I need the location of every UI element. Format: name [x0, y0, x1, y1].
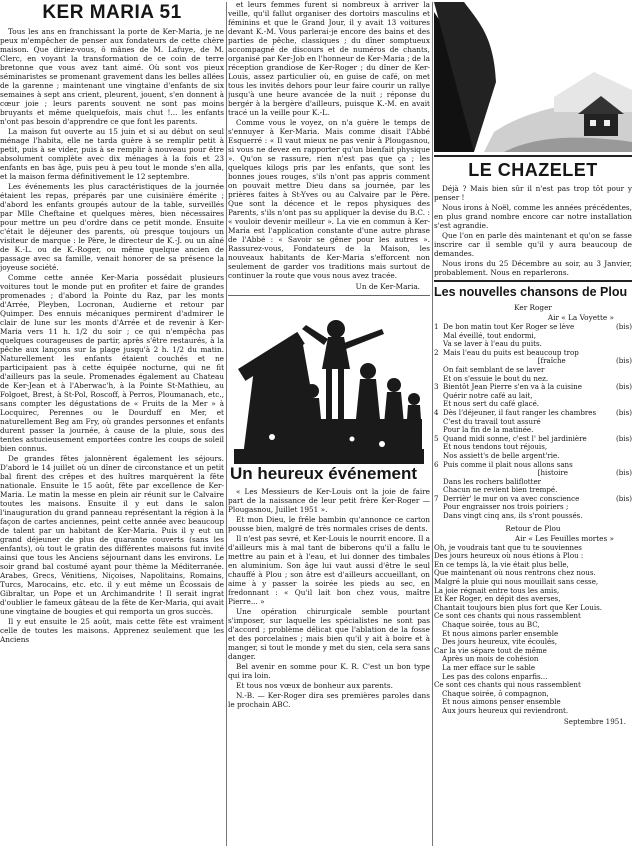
song-line: Aux jours heureux qui reviendront.: [442, 706, 569, 715]
song-air: Air « Les Feuilles mortes »: [514, 533, 614, 543]
song-line: Car la vie sépare tout de même: [434, 646, 547, 655]
paragraph: Nous irons à Noël, comme les années précédentes, en plus grand nombre encore car notre installation s'est agrandie.: [434, 203, 632, 230]
section-title-chansons: Les nouvelles chansons de Plou: [434, 285, 628, 299]
song-retour-de-plou: [434, 544, 632, 716]
song-line-bis: [598, 503, 632, 512]
song-line-bis: [598, 478, 632, 487]
song-voyette: [434, 323, 632, 521]
column-right: [434, 0, 632, 848]
article-body-ker-maria: [0, 27, 224, 644]
song-line: Des jours heureux où nous étions à Plou :: [434, 552, 584, 561]
song-line: Malgré la pluie qui nous mouillait sans cesse,: [434, 578, 599, 587]
paragraph: La maison fut ouverte au 15 juin et si au début on seul ménage l'habita, elle ne tarda guère à se remplir petit à petit, puis à se vider, puis à se remplir à nouveau pour être absolument complète avec dix ménages à la fois et 23 enfants en bas âge, puis peu à peu tout le monde s'en alla, et la maison ferma définitivement le 12 septembre.: [0, 127, 224, 181]
song-line-bis: [598, 452, 632, 461]
paragraph: « Les Messieurs de Ker-Louis ont la joie de faire part de la naissance de leur petit frère Ker-Roger — Plougasnou, Juillet 1951 ».: [228, 487, 430, 514]
article-title-chazelet: LE CHAZELET: [468, 160, 598, 180]
song-line-text: Dans vingt cinq ans, ils s'ront poussés.: [434, 511, 583, 521]
song-line-text: Et nous tendons tout réjouis,: [434, 442, 548, 452]
song-line-text: [histoire: [434, 468, 568, 478]
song-line-bis: (bis): [616, 433, 632, 443]
song-line-text: Pour engraisser nos trois poiriers ;: [434, 502, 569, 512]
song-line-bis: [598, 512, 632, 521]
song-line: Chaque soirée, ô compagnon,: [442, 689, 549, 698]
song-line-text: Va se laver à l'eau du puits.: [434, 339, 542, 349]
song-line-text: Dans les rochers baliflotter: [434, 476, 542, 486]
song-line: Et nous aimons parler ensemble: [442, 629, 559, 638]
song-line-text: 6 Puis comme il plait nous allons sans: [434, 459, 573, 469]
song-subtitle: Retour de Plou: [505, 523, 561, 533]
song-line: Que maintenant où nous rentrons chez nous.: [434, 569, 596, 578]
song-line-text: 4 Dès l'déjeuner, il faut ranger les chambres: [434, 407, 597, 417]
photo-mountain-chalet: [434, 2, 632, 152]
song-line-bis: [598, 332, 632, 341]
song-line-bis: (bis): [616, 468, 632, 478]
song-line-text: C'est du travail tout assuré: [434, 416, 541, 426]
column-divider: [432, 2, 433, 846]
column-left: [0, 0, 224, 848]
song-line-text: 2 Mais l'eau du puits est beaucoup trop: [434, 347, 579, 357]
song-line-bis: (bis): [616, 322, 632, 331]
paragraph: Et mon Dieu, le frêle bambin qu'annonce ce carton pousse bien, malgré de très normales crises de dents.: [228, 515, 430, 533]
song-line-bis: [598, 366, 632, 375]
song-line: La joie régnait entre tous les amis,: [434, 586, 560, 595]
song-line-bis: [598, 392, 632, 401]
song-line: Les pas des colons enparfis...: [442, 672, 548, 681]
paragraph: Comme cette année Ker-Maria possédait plusieurs voitures tout le monde put en profiter et faire de grandes promenades ; d'abord la Pointe du Raz, par les monts d'Arrée, Pleyben, Locronan, Audierne et retour par Quimper. Des ennuis mécaniques permirent d'admirer le clair de lune sur les monts d'Arrée et de revenir à Ker-Maria vers 11 h. 1/2 du soir ; ce qui n'empêcha pas quelques courageuses de partir, après s'être restaurés, à la pêche aux lançons sur la plage jusqu'à 2 h. 1/2 du matin. Naturellement les enfants étaient couchés et ne participaient pas à cette équipée nocturne, qui ne fit d'ailleurs pas la seule. Promenades également au Chateau de Ker-Jean et à l'Aberwac'h, à la Pointe St-Mathieu, au Folgoet, Brest, à St-Pol, Roscoff, à Perros, Ploumanach, etc., sans compter les dégustations de « Fruits de la Mer » à Locquirec, Perennes ou le Dourduff en Mer, et naturellement Beg am Fry, où grandes personnes et enfants durent passer la journée, à cause de la pluie, sous des tentes astucieusement emportées contre les coups de soleil bien connus.: [0, 273, 224, 453]
song-author: Ker Roger: [514, 303, 552, 312]
column-divider: [226, 2, 227, 846]
paragraph: Il n'est pas sevré, et Ker-Louis le nourrit encore. Il a d'ailleurs mis à mal tant de biberons qu'il a fallu le mettre au pain et à l'eau, et lui donner des timbales en aluminium. Son âge lui vaut aussi d'être le seul chauffé à Plou ; son âtre est d'ailleurs accueillant, on aime à y passer la soirée les pieds au sec, en fredonnant : « Qu'il lait bon chez vous, maître Pierre... »: [228, 534, 430, 606]
paragraph: Comme vous le voyez, on n'a guère le temps de s'ennuyer à Ker-Maria. Mais comme disait l'Abbé Esquerré : « Il vaut mieux ne pas venir à Plougasnou, si vous ne devez en rapporter qu'un bienfait physique ». Qu'on se rassure, rien n'est pas que ça ; les quelques kilogs pris par les enfants, que sont les bonnes joues rouges, s'ils n'ont pas appris comment on pouvait mettre Dieu dans sa journée, par les prières faites à St-Yves ou au Calvaire par le Père. Que sont la décence et le repos physiques des Parents, s'ils n'ont pas su appliquer la devise du B.C. : « vouloir devenir meilleur ». La vie en commun à Ker-Maria est l'application constante d'une autre phrase de l'Abbé : « Savoir se gêner pour les autres ». Rassurez-vous, Fondateurs de la Maison, les nouveaux habitants de Ker-Maria s'efforcent non seulement de garder vos traditions mais surtout de continuer la route que vous nous avez tracée.: [228, 118, 430, 280]
song-line-bis: [598, 443, 632, 452]
song-line: En ce temps là, la vie était plus belle,: [434, 560, 569, 569]
song-line: Chantait toujours bien plus fort que Ker Louis.: [434, 603, 602, 612]
song-line-text: 7 Derrièr' le mur on va avec conscience: [434, 493, 580, 503]
divider: [228, 295, 430, 296]
song-line: Et Ker Roger, en dépit des averses,: [434, 595, 561, 604]
song-line-bis: (bis): [616, 407, 632, 417]
song-line-text: Pour la fin de la matinée.: [434, 425, 534, 435]
paragraph: Il y eut ensuite le 25 août, mais cette fête est vraiment celle de toutes les maisons. Apprenez seulement que les Anciens: [0, 617, 224, 644]
song-line-text: Nos assiett's de belle argent'rie.: [434, 450, 560, 460]
song-line-text: Mal éveillé, tout endormi,: [434, 330, 536, 340]
song-line-bis: (bis): [616, 356, 632, 366]
song-line: La mer efface sur le sable: [442, 663, 536, 672]
paragraph: Et tous nos vœux de bonheur aux parents.: [236, 681, 393, 690]
song-line: Et nous aimons penser ensemble: [442, 698, 561, 707]
song-line-text: [fraîche: [434, 356, 566, 366]
song-line: Ce sont ces chants qui nous rassemblent: [434, 612, 581, 621]
paragraph: Une opération chirurgicale semble pourtant s'imposer, sur laquelle les spécialistes ne sont pas d'accord ; problème délicat que l'ablation de la fosse et des porcelaines ; mais bien qu'il y ait à boire et à manger, si tout le monde y met du sien, cela sera sans danger.: [228, 607, 430, 661]
song-line-text: 3 Bientôt Jean Pierre s'en va à la cuisine: [434, 382, 582, 392]
paragraph: Les événements les plus caractéristiques de la journée étaient les repas, préparés par une cuisinière émérite ; d'abord les enfants groupés autour de la table, surveillés par Mlle Cheftaine et quelques mères, bien nécessaires pour mettre un peu d'ordre dans ce petit monde. Ensuite c'était le déjeuner des parents, où presque toujours un visiteur de marque : le Père, le directeur de K.-J. ou un aîné de K.-L. ou de K.-Roger, ou même quelque ancien de passage avec sa famille, venait honorer de sa présence la joyeuse société.: [0, 182, 224, 272]
song-line-text: Et nous sert du café glacé.: [434, 399, 540, 409]
song-line-text: Chacun ne revient bien trempé.: [434, 485, 558, 495]
song-line-bis: [598, 418, 632, 427]
song-line: Ce sont ces chants qui nous rassemblent: [434, 681, 581, 690]
song-line-bis: (bis): [616, 382, 632, 392]
article-title-ker-maria: KER MARIA 51: [42, 2, 182, 23]
song-line-text: Quérir notre café au lait,: [434, 390, 533, 400]
song-line: Chaque soirée, tous au BC,: [442, 621, 540, 629]
song-line-text: Et on s'essuie le bout du nez.: [434, 373, 549, 383]
song-line-text: 5 Quand midi sonne, c'est l' bel jardinière: [434, 433, 587, 443]
song-line-bis: [598, 340, 632, 349]
paragraph: Bel avenir en somme pour K. R. C'est un bon type qui ira loin.: [228, 662, 430, 680]
paragraph: N.-B. — Ker-Roger dira ses premières paroles dans le prochain ABC.: [228, 691, 430, 709]
song-line: Oh, je voudrais tant que tu te souviennes: [434, 543, 582, 552]
song-line: Des jours heureux, vite écoulés,: [442, 638, 558, 647]
song-date: Septembre 1951.: [563, 716, 626, 726]
paragraph: Déjà ? Mais bien sûr il n'est pas trop tôt pour y penser !: [434, 184, 632, 202]
paragraph: Tous les ans en franchissant la porte de Ker-Maria, je ne peux m'empêcher de penser aux fondateurs de cette chère maison. Que diriez-vous, ô mânes de M. Lafuye, de M. Clerc, en voyant la transformation de ce coin de terre bretonne que vous avez tant aimé. Où sont vos pieux séminaristes se promenant gravement dans les belles allées de la garenne ; maintenant une vingtaine d'enfants de six semaines à sept ans crient, pleurent, jouent, s'en donnent à cœur joie ; leurs parents souvent ne sont pas moins bruyants et même quelquefois, mais chut !... les enfants n'ont pas besoin d'apprendre ce que font les parents.: [0, 27, 224, 126]
signature: Un de Ker-Maria.: [355, 282, 420, 291]
song-line-bis: (bis): [616, 493, 632, 503]
song-line-text: 1 De bon matin tout Ker Roger se lève: [434, 322, 575, 331]
song-air: Air « La Voyette »: [547, 313, 614, 322]
divider: [434, 155, 632, 157]
song-line: [434, 512, 632, 521]
paragraph: Nous irons du 25 Décembre au soir, au 3 Janvier, probablement. Nous en reparlerons.: [434, 259, 632, 277]
article-title-heureux-evenement: Un heureux événement: [230, 464, 418, 483]
paragraph: Que l'on en parle dès maintenant et qu'on se fasse inscrire car il semble qu'il y aura beaucoup de demandes.: [434, 231, 632, 258]
paragraph: et leurs femmes furent si nombreux à arriver la veille, qu'il fallut organiser des dortoirs masculins et féminins et que le Grand Jour, il y avait 13 voitures devant K.-M. Vous parlerai-je encore des bains et des parties de pêche, classiques ; du dîner somptueux accompagné de discours et de numéros de chants, organisé par Ker-Job en l'honneur de Ker-Maria ; de la réception grandiose de Ker-Roger ; du dîner de Ker-Louis, assez particulier où, en guise de café, on met tous les invités dehors pour leur faire courir un rallye jusqu'à une heure avancée de la nuit ; réponse du bergér à la bergère d'ailleurs, puisque K.-M. en avait tracé un la veille pour K.-L.: [228, 0, 430, 117]
photo-children-silhouettes: [232, 299, 426, 464]
song-line: Après un mois de cohésion: [442, 655, 539, 664]
song-line-text: On fait semblant de se laver: [434, 364, 545, 374]
column-middle: [228, 0, 430, 848]
paragraph: De grandes fêtes jalonnèrent également les séjours. D'abord le 14 juillet où un dîner de circonstance et un petit bal firent des crêpes et des huîtres marquèrent la fête nationale. Ensuite le 15 août, fête par excellence de Ker-Maria. Le matin la messe en plein air réunit sur le Calvaire toutes les maisons. Ensuite il y eut dans le salon l'inauguration du grand panneau représentant la région à la façon de cartes anciennes, peint cette année avec beaucoup de talent par un habitant de Ker-Maria. Puis il y eut un grand déjeuner de plus de quarante couverts (sans les enfants), où tout le gratin des différentes maisons fut invité ainsi que tous les Anciens séjournant dans les environs. Le soir grand bal costumé ayant pour thème la Méditerranée. Arabes, Grecs, Vénitiens, Niçoises, Napolitains, Romains, Turcs, Marocains, etc. etc. il y eut même un Écossais de Gibraltar, un Pope et un Archimandrite ! Il serait ingrat d'oublier le fameux gâteau de la fête de Ker-Maria, qui avait une vingtaine de bougies et qui remporta un gros succès.: [0, 454, 224, 616]
divider: [434, 280, 632, 282]
